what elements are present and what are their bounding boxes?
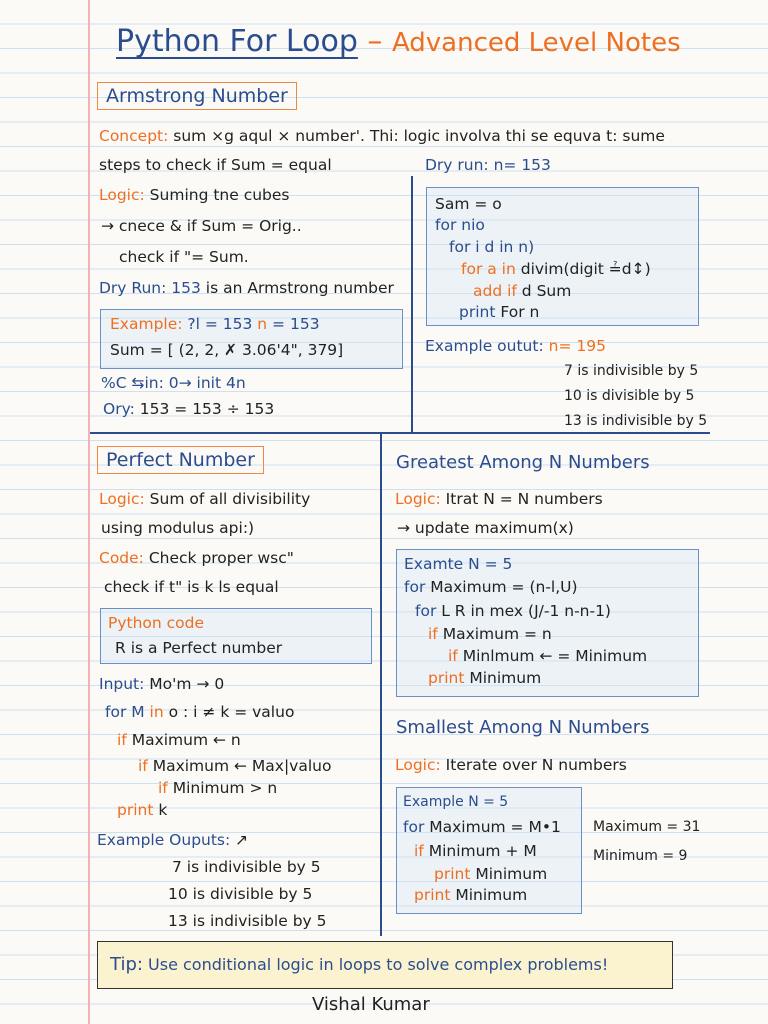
greatest-box-line1: Examte N = 5 (404, 555, 513, 573)
title-separator: – (357, 24, 392, 59)
example-outputs-mark: ↗ (230, 831, 249, 849)
code-text: Maximum = M•1 (424, 818, 561, 836)
input-text: Mo'm → 0 (144, 675, 225, 693)
python-code-text: R is a Perfect number (115, 639, 283, 657)
code-kw: print (434, 865, 471, 883)
perfect-output-1: 7 is indivisible by 5 (172, 858, 321, 876)
smallest-box-line4 (434, 865, 547, 883)
greatest-box-line6 (428, 669, 541, 687)
code-kw: if (158, 779, 168, 797)
perfect-output-3: 13 is indivisible by 5 (168, 912, 327, 930)
armstrong-example-box (100, 309, 403, 369)
code-kw: in (496, 260, 516, 278)
code-text: Minimum (450, 886, 528, 904)
code-text: Maximum = (n-l,U) (425, 578, 578, 596)
perfect-example-outputs (97, 831, 248, 849)
armstrong-dryrun (99, 279, 394, 297)
code-kw: for (415, 602, 437, 620)
code-line1: Sam = o (435, 195, 502, 213)
logic-label: Logic: (99, 186, 145, 204)
armstrong-output-2: 10 is divisible by 5 (564, 388, 695, 404)
example-outputs-label: Example Ouputs: (97, 831, 231, 849)
armstrong-output-1: 7 is indivisible by 5 (564, 363, 699, 379)
title-main: Python For Loop (116, 24, 358, 59)
armstrong-line10 (103, 400, 274, 418)
code-kw: if (448, 647, 458, 665)
example-text1: ?l = 153 (182, 315, 258, 333)
greatest-code-box (396, 549, 699, 697)
greatest-heading: Greatest Among N Numbers (396, 452, 650, 473)
code-kw: print (117, 801, 154, 819)
greatest-box-line2 (404, 578, 578, 596)
smallest-box-line5 (414, 886, 527, 904)
bottom-vertical-divider (380, 432, 382, 936)
notebook-margin-line (88, 0, 90, 1024)
ory-text: 153 = 153 ÷ 153 (134, 400, 275, 418)
code-kw: print (428, 669, 465, 687)
page-title (116, 24, 681, 59)
code-text: Maximum ← Max|valuo (147, 757, 332, 775)
perfect-heading: Perfect Number (97, 446, 264, 474)
logic-text: Itrat N = N numbers (440, 490, 603, 508)
armstrong-line9: %C ⇆in: 0→ init 4n (101, 374, 246, 392)
armstrong-line5: check if "= Sum. (119, 248, 249, 266)
example-label: Example: (110, 315, 183, 333)
code-kw: for (404, 578, 426, 596)
code-kw: for a (461, 260, 497, 278)
python-code-label: Python code (108, 614, 205, 632)
perfect-for (105, 703, 294, 721)
smallest-box-line3 (414, 842, 537, 860)
perfect-logic (99, 490, 310, 508)
tip-label: Tip: (110, 954, 143, 975)
armstrong-logic (99, 186, 290, 204)
armstrong-line2: steps to check if Sum = equal (99, 156, 332, 174)
greatest-box-line5 (448, 647, 647, 665)
greatest-box-line4 (428, 625, 552, 643)
greatest-box-line3 (415, 602, 611, 620)
smallest-result-min: Minimum = 9 (593, 848, 688, 864)
perfect-input (99, 675, 224, 693)
code-line2: for nio (435, 216, 485, 234)
example-n: n (257, 315, 268, 333)
greatest-logic (395, 490, 603, 508)
example-output-label: Example outut: (425, 337, 544, 355)
input-label: Input: (99, 675, 145, 693)
code-kw: for M (105, 703, 145, 721)
perfect-line2: using modulus api:) (101, 519, 255, 537)
code-text: o : i ≠ k = valuo (163, 703, 295, 721)
dryrun2-label: Dry run: (425, 156, 489, 174)
code-kw: in (144, 703, 164, 721)
smallest-result-max: Maximum = 31 (593, 819, 701, 835)
dryrun2-text: n= 153 (488, 156, 551, 174)
logic-label: Logic: (395, 490, 441, 508)
perfect-line4: check if t" is k ls equal (104, 578, 279, 596)
smallest-heading: Smallest Among N Numbers (396, 717, 650, 738)
code-line5 (473, 282, 571, 300)
code-text: Maximum = n (437, 625, 552, 643)
code-kw: if (414, 842, 424, 860)
example-line1 (110, 315, 320, 333)
perfect-line-print (117, 801, 167, 819)
smallest-box-line2 (403, 818, 561, 836)
armstrong-example-output (425, 337, 606, 355)
tip-text (110, 954, 608, 975)
code-text: Minlmum ← = Minimum (457, 647, 648, 665)
perfect-code (99, 549, 294, 567)
logic-text: Iterate over N numbers (440, 756, 627, 774)
code-text: For n (495, 303, 540, 321)
middle-horizontal-divider (90, 432, 710, 434)
code-text: Minimum > n (167, 779, 278, 797)
smallest-box-line1: Example N = 5 (403, 794, 509, 810)
code-text: Minimum (470, 865, 548, 883)
code-text: Minimum + M (423, 842, 537, 860)
code-kw: print (459, 303, 496, 321)
code-line3: for i d in n) (449, 238, 535, 256)
greatest-line2: → update maximum(x) (397, 519, 574, 537)
code-text: L R in mex (J/-1 n-n-1) (436, 602, 611, 620)
smallest-code-box (396, 787, 582, 914)
logic-text: Suming tne cubes (144, 186, 290, 204)
code-label: Code: (99, 549, 144, 567)
tip-box (97, 941, 673, 989)
code-kw: if (138, 757, 148, 775)
code-text: divim(digit ≟d↕) (515, 260, 651, 278)
example-text2: = 153 (267, 315, 320, 333)
armstrong-output-3: 13 is indivisible by 5 (564, 413, 708, 429)
author-name: Vishal Kumar (312, 994, 430, 1015)
concept-text: sum ×g aqul × number'. Thi: logic involva thi se equva t: sume (168, 127, 665, 145)
code-kw: print (414, 886, 451, 904)
code-line4 (461, 260, 651, 278)
logic-label: Logic: (395, 756, 441, 774)
example-output-n: n= 195 (543, 337, 606, 355)
code-kw: for (403, 818, 425, 836)
code-text: Maximum ← n (126, 731, 241, 749)
code-kw: if (117, 731, 127, 749)
armstrong-concept (99, 127, 665, 145)
example-line2: Sum = [ (2, 2, ✗ 3.06'4", 379] (110, 341, 344, 359)
perfect-output-2: 10 is divisible by 5 (168, 885, 313, 903)
code-text: Minimum (464, 669, 542, 687)
armstrong-code-box (426, 187, 699, 326)
perfect-line-if2 (138, 757, 331, 775)
code-kw: add if (473, 282, 517, 300)
tip-content: Use conditional logic in loops to solve complex problems! (142, 955, 609, 974)
ory-label: Ory: (103, 400, 135, 418)
smallest-logic (395, 756, 627, 774)
code-text: d Sum (516, 282, 572, 300)
dryrun-label: Dry Run: 153 (99, 279, 201, 297)
logic-text: Sum of all divisibility (144, 490, 311, 508)
code-line6 (459, 303, 539, 321)
dryrun-text: is an Armstrong number (200, 279, 394, 297)
concept-label: Concept: (99, 127, 169, 145)
perfect-python-box (100, 608, 372, 664)
top-vertical-divider (411, 176, 413, 432)
perfect-line-if1 (117, 731, 241, 749)
title-subtitle: Advanced Level Notes (391, 28, 681, 58)
logic-label: Logic: (99, 490, 145, 508)
armstrong-heading: Armstrong Number (97, 82, 297, 110)
code-text: Check proper wsc" (143, 549, 294, 567)
code-text: k (153, 801, 168, 819)
code-kw: if (428, 625, 438, 643)
perfect-line-if3 (158, 779, 277, 797)
armstrong-dryrun2 (425, 156, 551, 174)
armstrong-line4: → cnece & if Sum = Orig.. (101, 217, 302, 235)
